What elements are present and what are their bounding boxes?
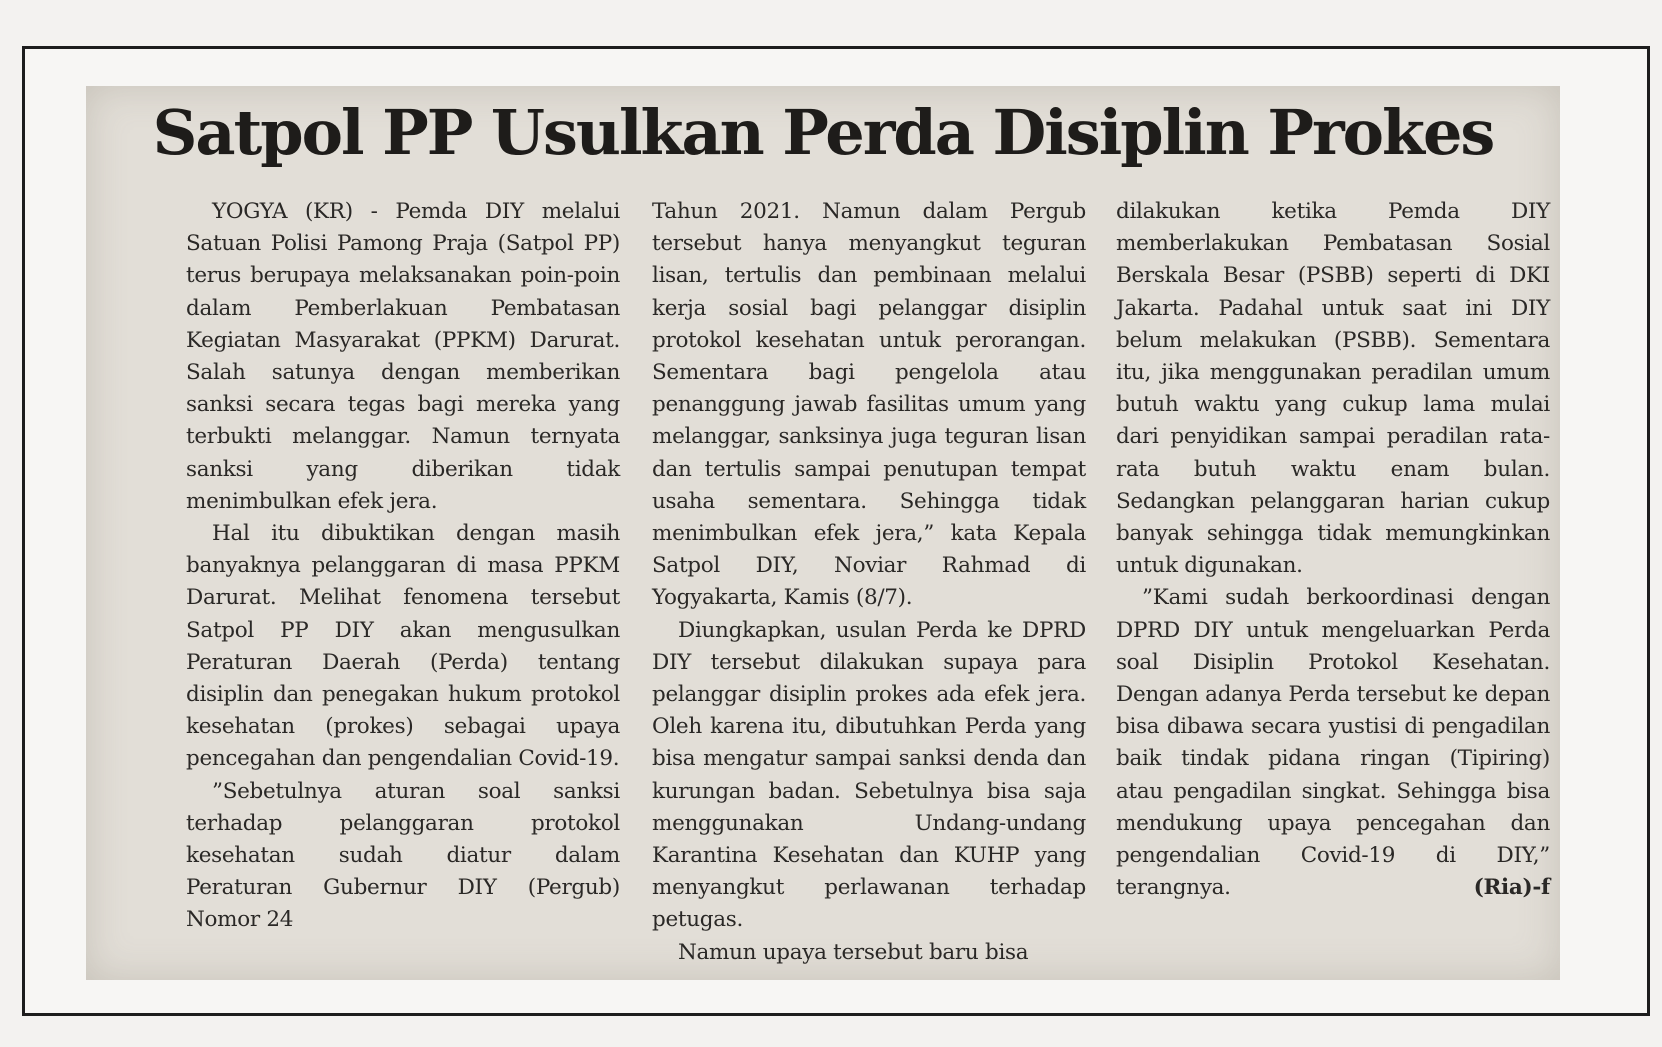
paragraph: ”Sebetulnya aturan soal sanksi terhadap pelanggaran protokol kesehatan sudah diatur dalam Peraturan Gubernur DIY (Pergub) Nomor 24 (186, 778, 620, 933)
paragraph: Hal itu dibuktikan dengan masih banyaknya pelanggaran di masa PPKM Darurat. Melihat fenomena tersebut Satpol PP DIY akan mengusulkan Peraturan Daerah (Perda) tentang disiplin dan penegakan hukum protokol kesehatan (prokes) sebagai upaya pencegahan dan pengendalian Covid-19. (186, 521, 620, 772)
article-column-2 (652, 196, 1086, 969)
paragraph: ”Kami sudah berkoordinasi dengan DPRD DIY untuk mengeluarkan Perda soal Disiplin Protokol Kesehatan. Dengan adanya Perda tersebut ke depan bisa dibawa secara yustisi di pengadilan baik tindak pidana ringan (Tipiring) atau pengadilan singkat. Sehingga bisa mendukung upaya pencegahan dan pengendalian Covid-19 di DIY,” terangnya. (1116, 585, 1550, 901)
paragraph: dilakukan ketika Pemda DIY memberlakukan Pembatasan Sosial Berskala Besar (PSBB) seperti di DKI Jakarta. Padahal untuk saat ini DIY belum melakukan (PSBB). Sementara itu, jika menggunakan peradilan umum butuh waktu yang cukup lama mulai dari penyidikan sampai peradilan rata-rata butuh waktu enam bulan. Sedangkan pelanggaran harian cukup banyak sehingga tidak memungkinkan untuk digunakan. (1116, 199, 1550, 579)
article-headline: Satpol PP Usulkan Perda Disiplin Prokes (152, 96, 1494, 169)
paragraph: Diungkapkan, usulan Perda ke DPRD DIY tersebut dilakukan supaya para pelanggar disiplin prokes ada efek jera. Oleh karena itu, dibutuhkan Perda yang bisa mengatur sampai sanksi denda dan kurungan badan. Sebetulnya bisa saja menggunakan Undang-undang Karantina Kesehatan dan KUHP yang menyangkut perlawanan terhadap petugas. (652, 617, 1086, 933)
article-column-1 (186, 196, 620, 937)
article-byline: (Ria)-f (1473, 875, 1550, 901)
article-column-3 (1116, 196, 1550, 905)
newspaper-clipping (86, 86, 1560, 980)
paragraph: Namun upaya tersebut baru bisa (678, 939, 1029, 965)
paragraph: YOGYA (KR) - Pemda DIY melalui Satuan Polisi Pamong Praja (Satpol PP) terus berupaya melaksanakan poin-poin dalam Pemberlakuan Pembatasan Kegiatan Masyarakat (PPKM) Darurat. Salah satunya dengan memberikan sanksi secara tegas bagi mereka yang terbukti melanggar. Namun ternyata sanksi yang diberikan tidak menimbulkan efek jera. (186, 199, 620, 514)
paragraph: Tahun 2021. Namun dalam Pergub tersebut hanya menyangkut teguran lisan, tertulis dan pembinaan melalui kerja sosial bagi pelanggar disiplin protokol kesehatan untuk perorangan. Sementara bagi pengelola atau penanggung jawab fasilitas umum yang melanggar, sanksinya juga teguran lisan dan tertulis sampai penutupan tempat usaha sementara. Sehingga tidak menimbulkan efek jera,” kata Kepala Satpol DIY, Noviar Rahmad di Yogyakarta, Kamis (8/7). (652, 199, 1086, 611)
